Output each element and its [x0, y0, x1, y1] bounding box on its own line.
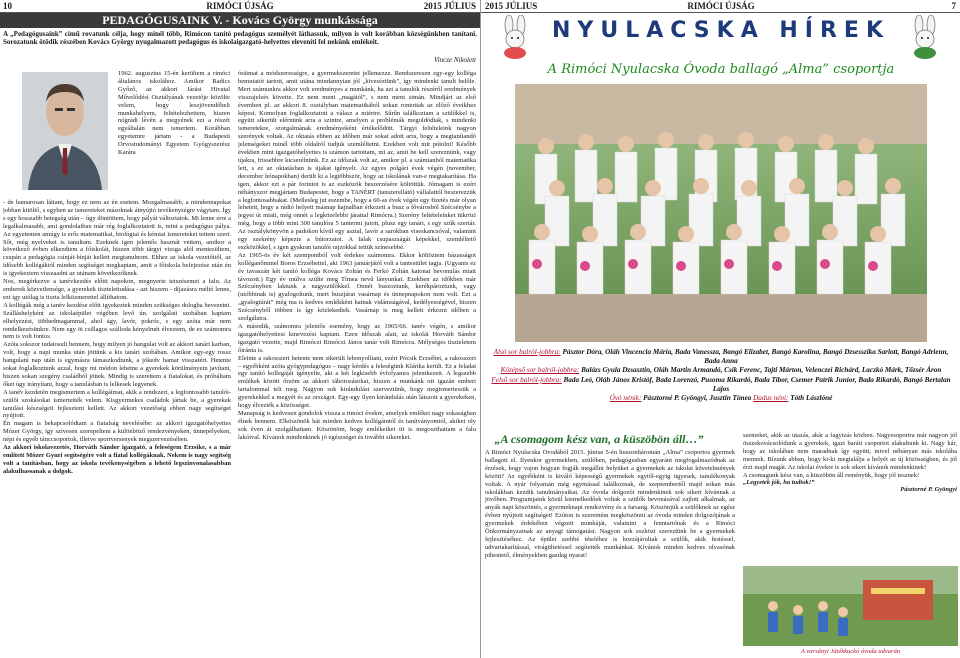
caption-row-bottom — [485, 348, 957, 366]
article-paragraph: Az akkori iskolavezetés, Horváth Sándor igazgató, a feleségem Erzsike, s a már említett Mózer Gyuri segítségére volt a fiatal kollégáknak. Nekem is nagy segítség volt a tanításban, hogy az iskola tevékenységében a lehető legszinvonalasabban alakulhassanak a dolgok. — [3, 444, 231, 475]
left-header-title: RIMÓCI ÚJSÁG — [206, 1, 274, 11]
section-title: PEDAGÓGUSAINK V. - Kovács György munkássága — [0, 13, 480, 28]
bunny-logo-right — [903, 15, 947, 59]
group-photo-illustration — [515, 84, 927, 342]
group-photo — [515, 84, 927, 342]
caption-names: Pásztorné P. Gyöngyi, Jusztin Tímea — [641, 394, 754, 403]
story-col2 — [743, 432, 957, 564]
article-paragraph: A kollégák még a tanév kezdése előtt igyekeztek minden szükséges dologba bevezetni. Szálláshelyként az iskolaépület végében levő ún. szolgálati szobában kaptam elhelyezést, többedmagammal, ahol ágy, lavór, pokróc, s egy azóta már nem rendelkezésünkre. Nem egy öt csillagos szálloda kényelmét élveztem, de ez számomra nem is volt fontos. — [3, 301, 231, 341]
caption-names: Balázs Gyula Dzsasztin, Oláh Martin Armandó, Csík Ferenc, Tajti Márton, Velenczei Richárd, Laczkó Márk, Tőzsér Áron — [579, 366, 942, 375]
story-paragraph: A Rimóci Nyulacska Óvodából 2015. június 5-én huszonháromán „Alma” csoportos gyermek ballagott el. Ilyenkor gyermekben, szülőben, pedagógusban egyaránt megfogalmazódnak az érzések, hogy vajon hogyan fogják megállni helyüket a gyermekek az iskolai követelmények között? Az egyébként is kiváló képességű gyermekek egytől-egyig ügyesek, tanulékonyak voltak. A nyár folyamán még egymással találkoznak, de szeptembertől majd sokan más iskolákban kezdik tanulmányaikat. Az óvoda dolgozói mindenkinek sok sikert kívánnak a jövőben. Programjaink közül kiemelkedőek voltak a szülők bevonásával zajlott alkalmak, az anyák napi köszöntés, a gyermeknapi rendezvény és a farsang. Köszönjük a szülőknek az egész évben nyújtott segítséget! Ezúton is szeretném megköszönni az óvoda minden dolgozójának a gyermekek érdekében végzett munkáját, valamint a fenntartónak és a Rimóci Önkormányzatnak az anyagi támogatást. Nagyon sok eszközt szereztünk be a gyermekek fejlesztéséhez. Az épület szebbé tételéhez is hozzájárultak a szülők, akik festéssel, udvartakarítással, virágültetéssel segítették munkánkat. Kívánok minden kedves olvasónak pihentető, élményekben gazdag nyarat! — [485, 449, 735, 559]
caption-names: Tóth Lászlóné — [788, 394, 833, 403]
masthead-title: NYULACSKA HÍREK — [552, 18, 890, 43]
article-paragraph: óráimat a módszerességre, a gyermekszeretet jellemezze. Rendszeresen egy-egy kolléga bemutatót tartott, amit utána mindannyian jól „kiveséztünk”, így mindenki tanult belőle. Mert számunkra akkor volt eredményes a munkánk, ha azt a tanulók részéről eredmények visszajelzés követte. Ez nem ment „magától”, s nem ment simán. Mindjárt az első évemben pl. az akkori 8. osztályban matematikából sokan rontottak az előző éveikhez képest. Komolyan foglalkoztatott a válasz a miértre. Sűrűn találkoztam a szülőkkel is, együtt sikerült elérnünk arra a szintre, amelyen a problémák megoldódtak, s mindenki ismeretekre, szorgalmának eredményeként értékelődött. Tárgyi feltételeink nagyon szerények voltak. Az oktatás ebben az időben már sokat adott arra, hogy a megtanítandó jelenségeket minél több oldalról tudjuk szemléltetni. Ezekben volt mit pótolni! Később években mint igazgatóhelyettes is számon tartottam, mi az, amit be kell szereznünk, vagy újakra, frissebbre kicserélnünk. Ez az időszak volt az, amikor pl. a számtanból matematika lett, s ez az oktatásban is újakat igényelt. Az egyes polgári évek végén (november, december hónapokban) derült ki a legtöbbször, hogy az iskolának van-e megtakarítása. Ha igen, akkor ezt a pár forintot is az eszközök beszerzésére költöttük. Jómagam is ezért néhányszor megjártam Budapestet, hogy a TANÉRT (tanszerellátó) vállalattól beszerezzük a legfontosabbakat. (Mellesleg jut eszembe, hogy a 60-as évek végén egy fizetés már olyan lehetett, hogy a rádió helyett másnap hajnalban érkezett a busz a fővárosból Szécsénybe a jegyei út miatt, még onnét a legközelebbi járattal Rimócra.) Szerény feltételeinket tükrözi még, hogy a több mint 300 tanulóra 5 tantermi jutott, plusz egy tanári, s egy szűk szertár. Az osztálykönyvön a padokon kívül egy asztal, lavór a sarokban viseskancsóval, valamint egy szekrény képezte a bútorzatot. A falak csupaszságát képekkel, szemléltető eszközökkel, s igen gyakran tanulói rajzokkal tettük színesebbé. — [238, 70, 476, 251]
caption-row-middle — [485, 366, 957, 375]
portrait-photo — [22, 72, 108, 190]
article-col2 — [238, 70, 476, 657]
right-page-number: 7 — [951, 1, 956, 11]
portrait-illustration — [22, 72, 108, 190]
caption-label: Óvó nénik: — [609, 394, 642, 403]
caption-label: Felső sor balról-jobbra: — [491, 375, 562, 384]
story-signature-quote: „Legyetek jók, ha tudtok!” — [743, 479, 815, 487]
story-col1 — [485, 449, 735, 655]
caption-label: Középső sor balról-jobbra: — [500, 366, 580, 375]
article-col1-top — [118, 70, 230, 198]
story-title: „A csomagom kész van, a küszöbön áll…” — [494, 432, 704, 446]
photo-caption — [485, 348, 957, 403]
masthead-subtitle: A Rimóci Nyulacska Óvoda ballagó „Alma” csoportja — [547, 62, 895, 77]
playground-photo — [743, 566, 958, 646]
caption-row-staff — [485, 394, 957, 403]
article-paragraph: Nos, megérkezve a tanévkezdés előtti napokon, megnyerte tetszésemet a falu. Az emberek közvetlensége, a gyerekek tisztelettudása - azt hiszem - díjazásra méltó lenne, ezt így utólag is tiszta lelkiismerettel állíthatom. — [3, 278, 231, 301]
article-paragraph: 1962. augusztus 15-én kerültem a rimóci általános iskolához. Amikor Radics Győző, az akkori Járási Hivatal Művelődési Osztályának vezetője közölte velem, hogy leszjövendőbeli munkahelyem, feltételezhettem, hiszen nógrádi lévén a megyének ezt a részét egyáltalán nem ismertem. Korábban egyetemre jártam - a Budapesti Orvostudományi Egyetem Gyógyszerész Karára — [118, 70, 230, 157]
story-paragraph: A csomagunk kész van, a küszöbön áll reményük, hogy jól tesznek! — [743, 471, 920, 479]
story-paragraph: szemeket, akik az utazás, akár a fagyizás közben. Nagyesoportra már nagyon jól összekovácsolódunk a gyerekek, igazi baráti csoportot alakultunk ki. Nagy kár, hogy az iskolában nem maradnak így együtt, mivel néhányan más iskolába mennek. Bízunk abban, hogy ki-ki megtalálja a helyét az új közösségben, és jól érzi majd magát. Az iskolai évekre is sok sikert kívánok mindenkinek! — [743, 432, 957, 471]
article-byline: Vincze Nikolett — [433, 56, 476, 64]
left-page-number: 10 — [3, 1, 12, 11]
playground-caption: A varsányi Játékkuckó óvoda udvarán — [800, 648, 901, 655]
bunny-logo-left — [493, 15, 537, 59]
article-paragraph: A tanév kezdetén megismertem a kollégáimat, akik a rendszert, a legfontosabb tanulói-szülői szokásokat ismertették velem. Kisgyermekes családok jártak be, a gyerekek tanulási készségeit fejleszteni kellett. Az akkori vezetőség ebben nagy segítséget nyújtott. — [3, 388, 231, 420]
caption-label: Alsó sor balról-jobbra: — [493, 348, 561, 356]
article-paragraph: Azóta sokszor tudatosult bennem, hogy milyen jó hangulat volt az akkori tanári karban, volt, hogy a napi munka után jöttünk a kis tanári szobában. Amikor egy-egy rossz hangulatú nap után is egymásra támaszkodtunk, a jókedv hamar visszatért. Hetente sokat foglalkoztunk azzal, hogy mi módon lehetne a gyerekek körülményein javítani, hiszen sokan szegény családból jöttek. Mindig is szerettem a fiatalokat, és próbáltam őket úgy irányítani, hogy a tanulásban is lelkesek legyenek. — [3, 341, 231, 388]
left-header-date: 2015 JÚLIUS — [423, 1, 476, 11]
right-page — [480, 0, 960, 658]
right-header-title: RIMÓCI ÚJSÁG — [687, 1, 755, 11]
caption-row-top — [485, 376, 957, 394]
right-header-date: 2015 JÚLIUS — [485, 1, 538, 11]
article-paragraph: Az 1965-ös év két szempontból volt érdekes számomra. Ekkor költöztem házasságot kolléganőmmel Boros Erzsébettel, aki 1963 januárjától volt a tantestület tagja. (Ugyanis ez év tavaszán két tanító kolléga Kovács Zoltán és Ferkó Zoltán katonai bevonulás miatt távozott.) Egy év múlva szülte meg Tímea nevű lányunkat. Ezekben az időkben már Szécsényben laktunk a nagyszülőkkel. Onnét buszoztunk, kerékpároztunk, vagy (utóbbinak is) gyalogoltunk, mert buszjárat vasárnap és ünnepnapokon nem volt. Ezt a „gyalogtúrát” még ma is kedves emlékként hatnak vidámságával, kedélyességével, hiszen Szécsényből többen is így közlekedtek. Vasárnap is meg kellett érkezni időben a szolgálatra. — [238, 251, 476, 323]
article-paragraph: Eleinte a rakosszert hetente nem sikerült lebonyolítani, ezért Pócsik Erzsébet, a rakosszert – egyébként azóta gyógypedagógus – nagy kérdés a feleségünk Klárika került. Ez a feladat egy tanító kollegáját igényelte, aki a két legkisebb évfolyamra jelentkezett. A legszebb emlékek között őrzöm az akkori táborozásokat, hiszen a munkánk ott igazán emberi tartalommal telt meg. Nagyon sok kirándulást szerveztünk, hogy megismertessük a gyerekekkel a megyét és az országot. Egy-egy ilyen kirándulás után látszott a gyerekeken, hogy élvezték a közösséget. — [238, 354, 476, 410]
caption-names: Bada Leó, Oláh János Kristóf, Bada Lorenzó, Pusoma Rikardó, Bada Tibor, Csemer Patrik Junior, Bada Rikardó, Bangó Bertalan Lajos — [561, 375, 951, 393]
caption-names: Pásztor Dóra, Oláh Vincencia Mária, Bada Vanessza, Bangó Elizabet, Bangó Karolina, Bangó Dzsesszika Sarlott, Bangó Adrienn, Bada Anna — [560, 348, 949, 366]
article-paragraph: Én magam is bekapcsolódtam a fiatalság nevelésébe: az akkori igazgatóhelyettes Mózer György, így szívesen szerepeltem a különböző rendezvényeken, ünnepélyeken, népi és egyéb tánccsoportok, illetve sportversenyek megszervezésében. — [3, 420, 231, 444]
article-paragraph: - de hamarosan láttam, hogy ez nem az én esetem. Mozgalmasabb, a mindennapokat jobban kitöltő, s egyben az ismereteket másoknak átnyújtó tevékenységre vágytam. Így s egy hosszabb betegség után – úgy döntöttem, hogy pályát változtatok. Mi lenne erre a legalkalmasabb, ami gondolatban már rég foglalkoztatott is, mint a pedagógus pálya. Az egyetemen amúgy is erős matematikai, biológiai és kémiai ismereteket tettem szert. Sőt, még nyelveket is tanultam. Ezeknek igen jelentős hasznát vettem, amikor a következő évben elkezdtem a főiskolát, hiszen több tárgyi vizsga alól mentesültem, csupán a pedagógia csínját-bínját kellett megtanulnom. Ehhez az iskola vezetőitől, az idősebb kollégáktól minden segítséget megkaptam, amit a főiskola befejezése után én is igyekeztem visszaadni az utánam következőknek. — [3, 199, 231, 278]
article-lead: A „Pedagógusaink” című rovatunk célja, hogy minél több, Rimócon tanító pedagógus személyét láthassuk, milyen is volt korábban községünkben tanítani. Sorozatunk ötödik részében Kovács György nyugalmazott pedagógus és iskolaigazgató-helyettes eleveníti fel nekünk emlékeit. — [3, 30, 477, 47]
story-signature-name: Pásztorné P. Gyöngyi — [900, 486, 957, 494]
article-paragraph: Manapság is kedvesen gondolok vissza a rimóci évekre, amelyek emlékei nagy sokaságban élnek bennem. Elköszönök hát minden kedves kollégámtól és tanítványomtól, akiket oly sok éven át szolgálhattam. Köszönöm, hogy emlékeiket itt is megoszthattam a falu lakóival. Kívánok mindenkinek jó egészséget és további sikereket. — [238, 409, 476, 441]
article-paragraph: A második, számomra jelentős esemény, hogy az 1965/66. tanév végén, s amikor igazgatóhelyettesi kinevezést kaptam. Ezen időszak alatt, az iskolát Horváth Sándor igazgató vezette, majd Rimóczi Rimóczi János tanár volt Rimócra. Mélységes tiszteletem őiránta is. — [238, 323, 476, 354]
caption-label: Dadus néni: — [753, 394, 789, 403]
article-col1 — [3, 199, 231, 657]
playground-illustration — [743, 566, 958, 646]
